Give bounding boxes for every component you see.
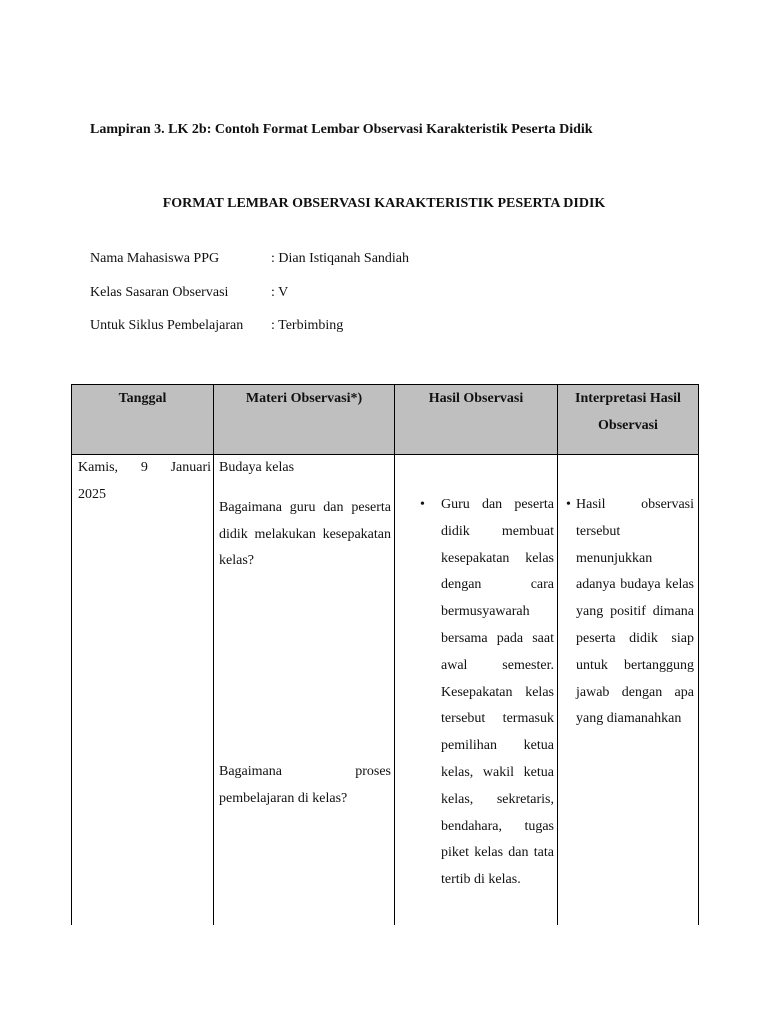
table-row <box>72 455 699 926</box>
interpretation-bullet-item <box>566 492 694 733</box>
date-year: 2025 <box>78 486 106 502</box>
info-value: : Dian Istiqanah Sandiah <box>271 251 410 266</box>
cell-interpretation <box>558 455 699 926</box>
info-value: : Terbimbing <box>271 318 344 333</box>
result-text: Guru dan peserta didik membuat kesepakatan kelas dengan cara bermusyawarah bersama pada saat awal semester. Kesepakatan kelas tersebut termasuk pemilihan ketua kelas, wakil ketua kelas, sekretaris, bendahara, tugas piket kelas dan tata tertib di kelas. <box>441 497 554 888</box>
interpretation-text: Hasil observasi tersebut menunjukkan adanya budaya kelas yang positif dimana peserta didik siap untuk bertanggung jawab dengan apa yang diamanahkan <box>576 497 694 727</box>
header-date: Tanggal <box>72 385 214 455</box>
cell-material <box>214 455 395 926</box>
material-topic: Budaya kelas <box>219 460 295 475</box>
info-label: Untuk Siklus Pembelajaran <box>90 318 244 333</box>
material-question-1: Bagaimana guru dan peserta didik melakukan kesepakatan kelas? <box>219 499 391 569</box>
date-number: 9 <box>140 460 148 475</box>
header-material: Materi Observasi*) <box>214 385 395 455</box>
document-title: FORMAT LEMBAR OBSERVASI KARAKTERISTIK PESERTA DIDIK <box>162 196 606 211</box>
info-label: Kelas Sasaran Observasi <box>90 285 229 300</box>
date-day: Kamis, <box>78 460 119 475</box>
cell-result <box>395 455 558 926</box>
info-label: Nama Mahasiswa PPG <box>90 251 220 266</box>
appendix-heading: Lampiran 3. LK 2b: Contoh Format Lembar Observasi Karakteristik Peserta Didik <box>90 122 593 137</box>
date-month: Januari <box>170 460 211 475</box>
info-value: : V <box>271 285 289 300</box>
cell-date <box>72 455 214 926</box>
material-question-2: Bagaimana proses pembelajaran di kelas? <box>219 764 391 806</box>
result-bullet-item <box>422 492 554 894</box>
bullet-icon: • <box>566 497 571 512</box>
header-interpretation: Interpretasi Hasil Observasi <box>558 385 699 455</box>
bullet-icon: • <box>420 497 425 512</box>
observation-table <box>71 384 699 925</box>
header-result: Hasil Observasi <box>395 385 558 455</box>
table-header-row <box>72 385 699 455</box>
date-line <box>78 455 211 482</box>
